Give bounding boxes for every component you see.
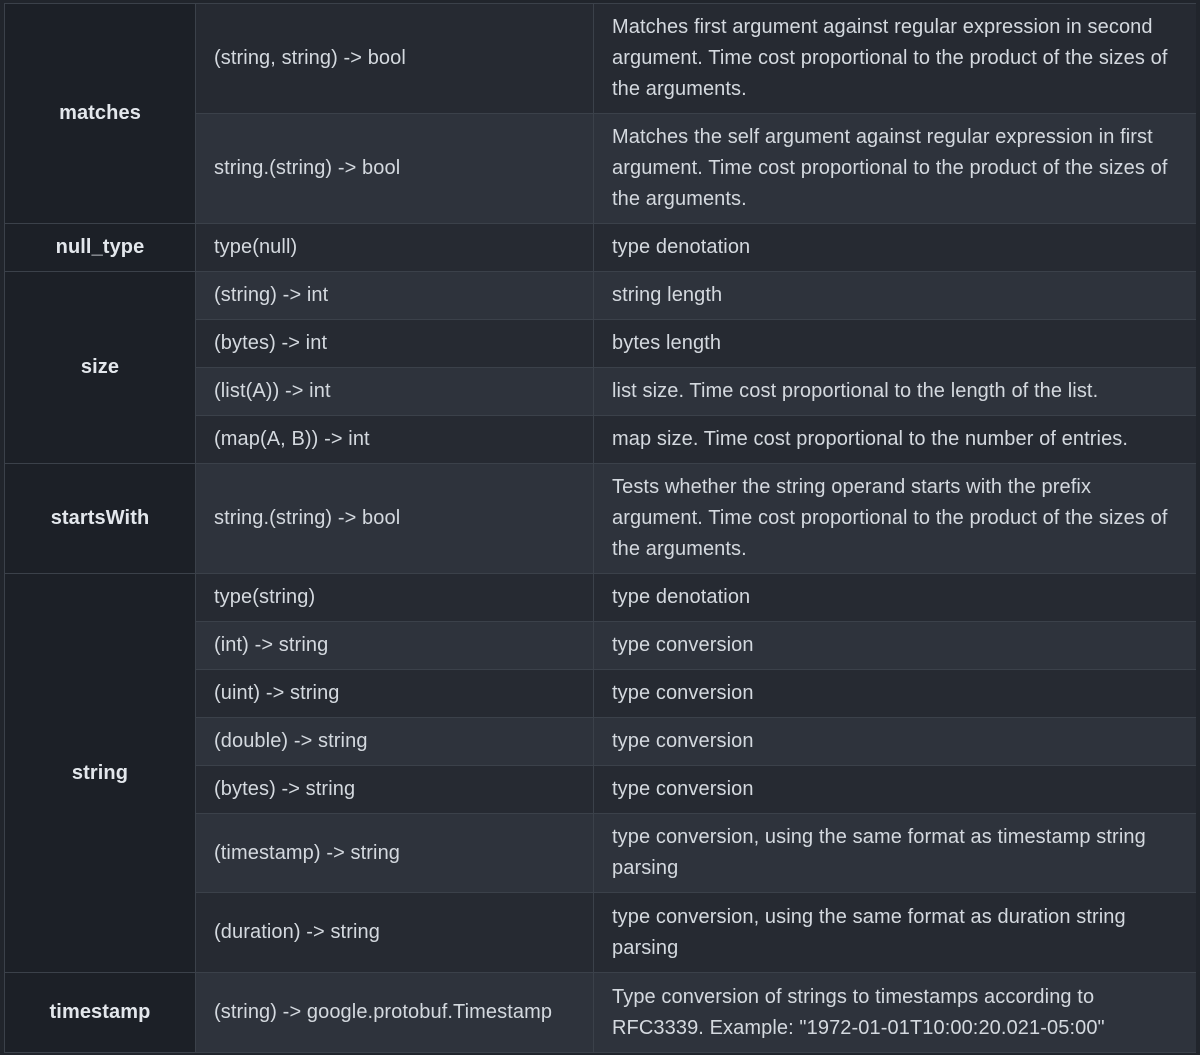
signature-cell: type(null): [196, 224, 594, 272]
signature-cell: (uint) -> string: [196, 670, 594, 718]
function-name-cell: timestamp: [5, 973, 196, 1053]
description-cell: type conversion: [594, 622, 1197, 670]
function-name-cell: string: [5, 574, 196, 973]
description-cell: Matches the self argument against regular expression in first argument. Time cost proportional to the product of the sizes of the arguments.: [594, 114, 1197, 224]
function-name-cell: startsWith: [5, 464, 196, 574]
description-cell: Matches first argument against regular expression in second argument. Time cost proportional to the product of the sizes of the arguments.: [594, 4, 1197, 114]
table-row: [5, 973, 1197, 1053]
function-name-cell: matches: [5, 4, 196, 224]
signature-cell: (int) -> string: [196, 622, 594, 670]
description-cell: map size. Time cost proportional to the number of entries.: [594, 416, 1197, 464]
signature-cell: (timestamp) -> string: [196, 814, 594, 893]
table-row: [5, 4, 1197, 114]
description-cell: type conversion, using the same format as timestamp string parsing: [594, 814, 1197, 893]
description-cell: type conversion: [594, 670, 1197, 718]
description-cell: type conversion: [594, 718, 1197, 766]
signature-cell: (string) -> int: [196, 272, 594, 320]
signature-cell: string.(string) -> bool: [196, 114, 594, 224]
signature-cell: (string, string) -> bool: [196, 4, 594, 114]
function-reference-table: [4, 3, 1196, 1053]
signature-cell: type(string): [196, 574, 594, 622]
table-row: [5, 464, 1197, 574]
function-name-cell: size: [5, 272, 196, 464]
signature-cell: (bytes) -> int: [196, 320, 594, 368]
table-row: [5, 224, 1197, 272]
signature-cell: (map(A, B)) -> int: [196, 416, 594, 464]
description-cell: list size. Time cost proportional to the length of the list.: [594, 368, 1197, 416]
description-cell: type conversion, using the same format as duration string parsing: [594, 893, 1197, 973]
table-row: [5, 574, 1197, 622]
description-cell: Tests whether the string operand starts with the prefix argument. Time cost proportional to the product of the sizes of the arguments.: [594, 464, 1197, 574]
signature-cell: (double) -> string: [196, 718, 594, 766]
description-cell: bytes length: [594, 320, 1197, 368]
description-cell: type denotation: [594, 224, 1197, 272]
signature-cell: (bytes) -> string: [196, 766, 594, 814]
signature-cell: (string) -> google.protobuf.Timestamp: [196, 973, 594, 1053]
table-row: [5, 272, 1197, 320]
description-cell: type conversion: [594, 766, 1197, 814]
description-cell: Type conversion of strings to timestamps according to RFC3339. Example: "1972-01-01T10:00:20.021-05:00": [594, 973, 1197, 1053]
signature-cell: (duration) -> string: [196, 893, 594, 973]
function-name-cell: null_type: [5, 224, 196, 272]
function-reference-page: [4, 3, 1196, 1055]
signature-cell: (list(A)) -> int: [196, 368, 594, 416]
signature-cell: string.(string) -> bool: [196, 464, 594, 574]
description-cell: string length: [594, 272, 1197, 320]
description-cell: type denotation: [594, 574, 1197, 622]
